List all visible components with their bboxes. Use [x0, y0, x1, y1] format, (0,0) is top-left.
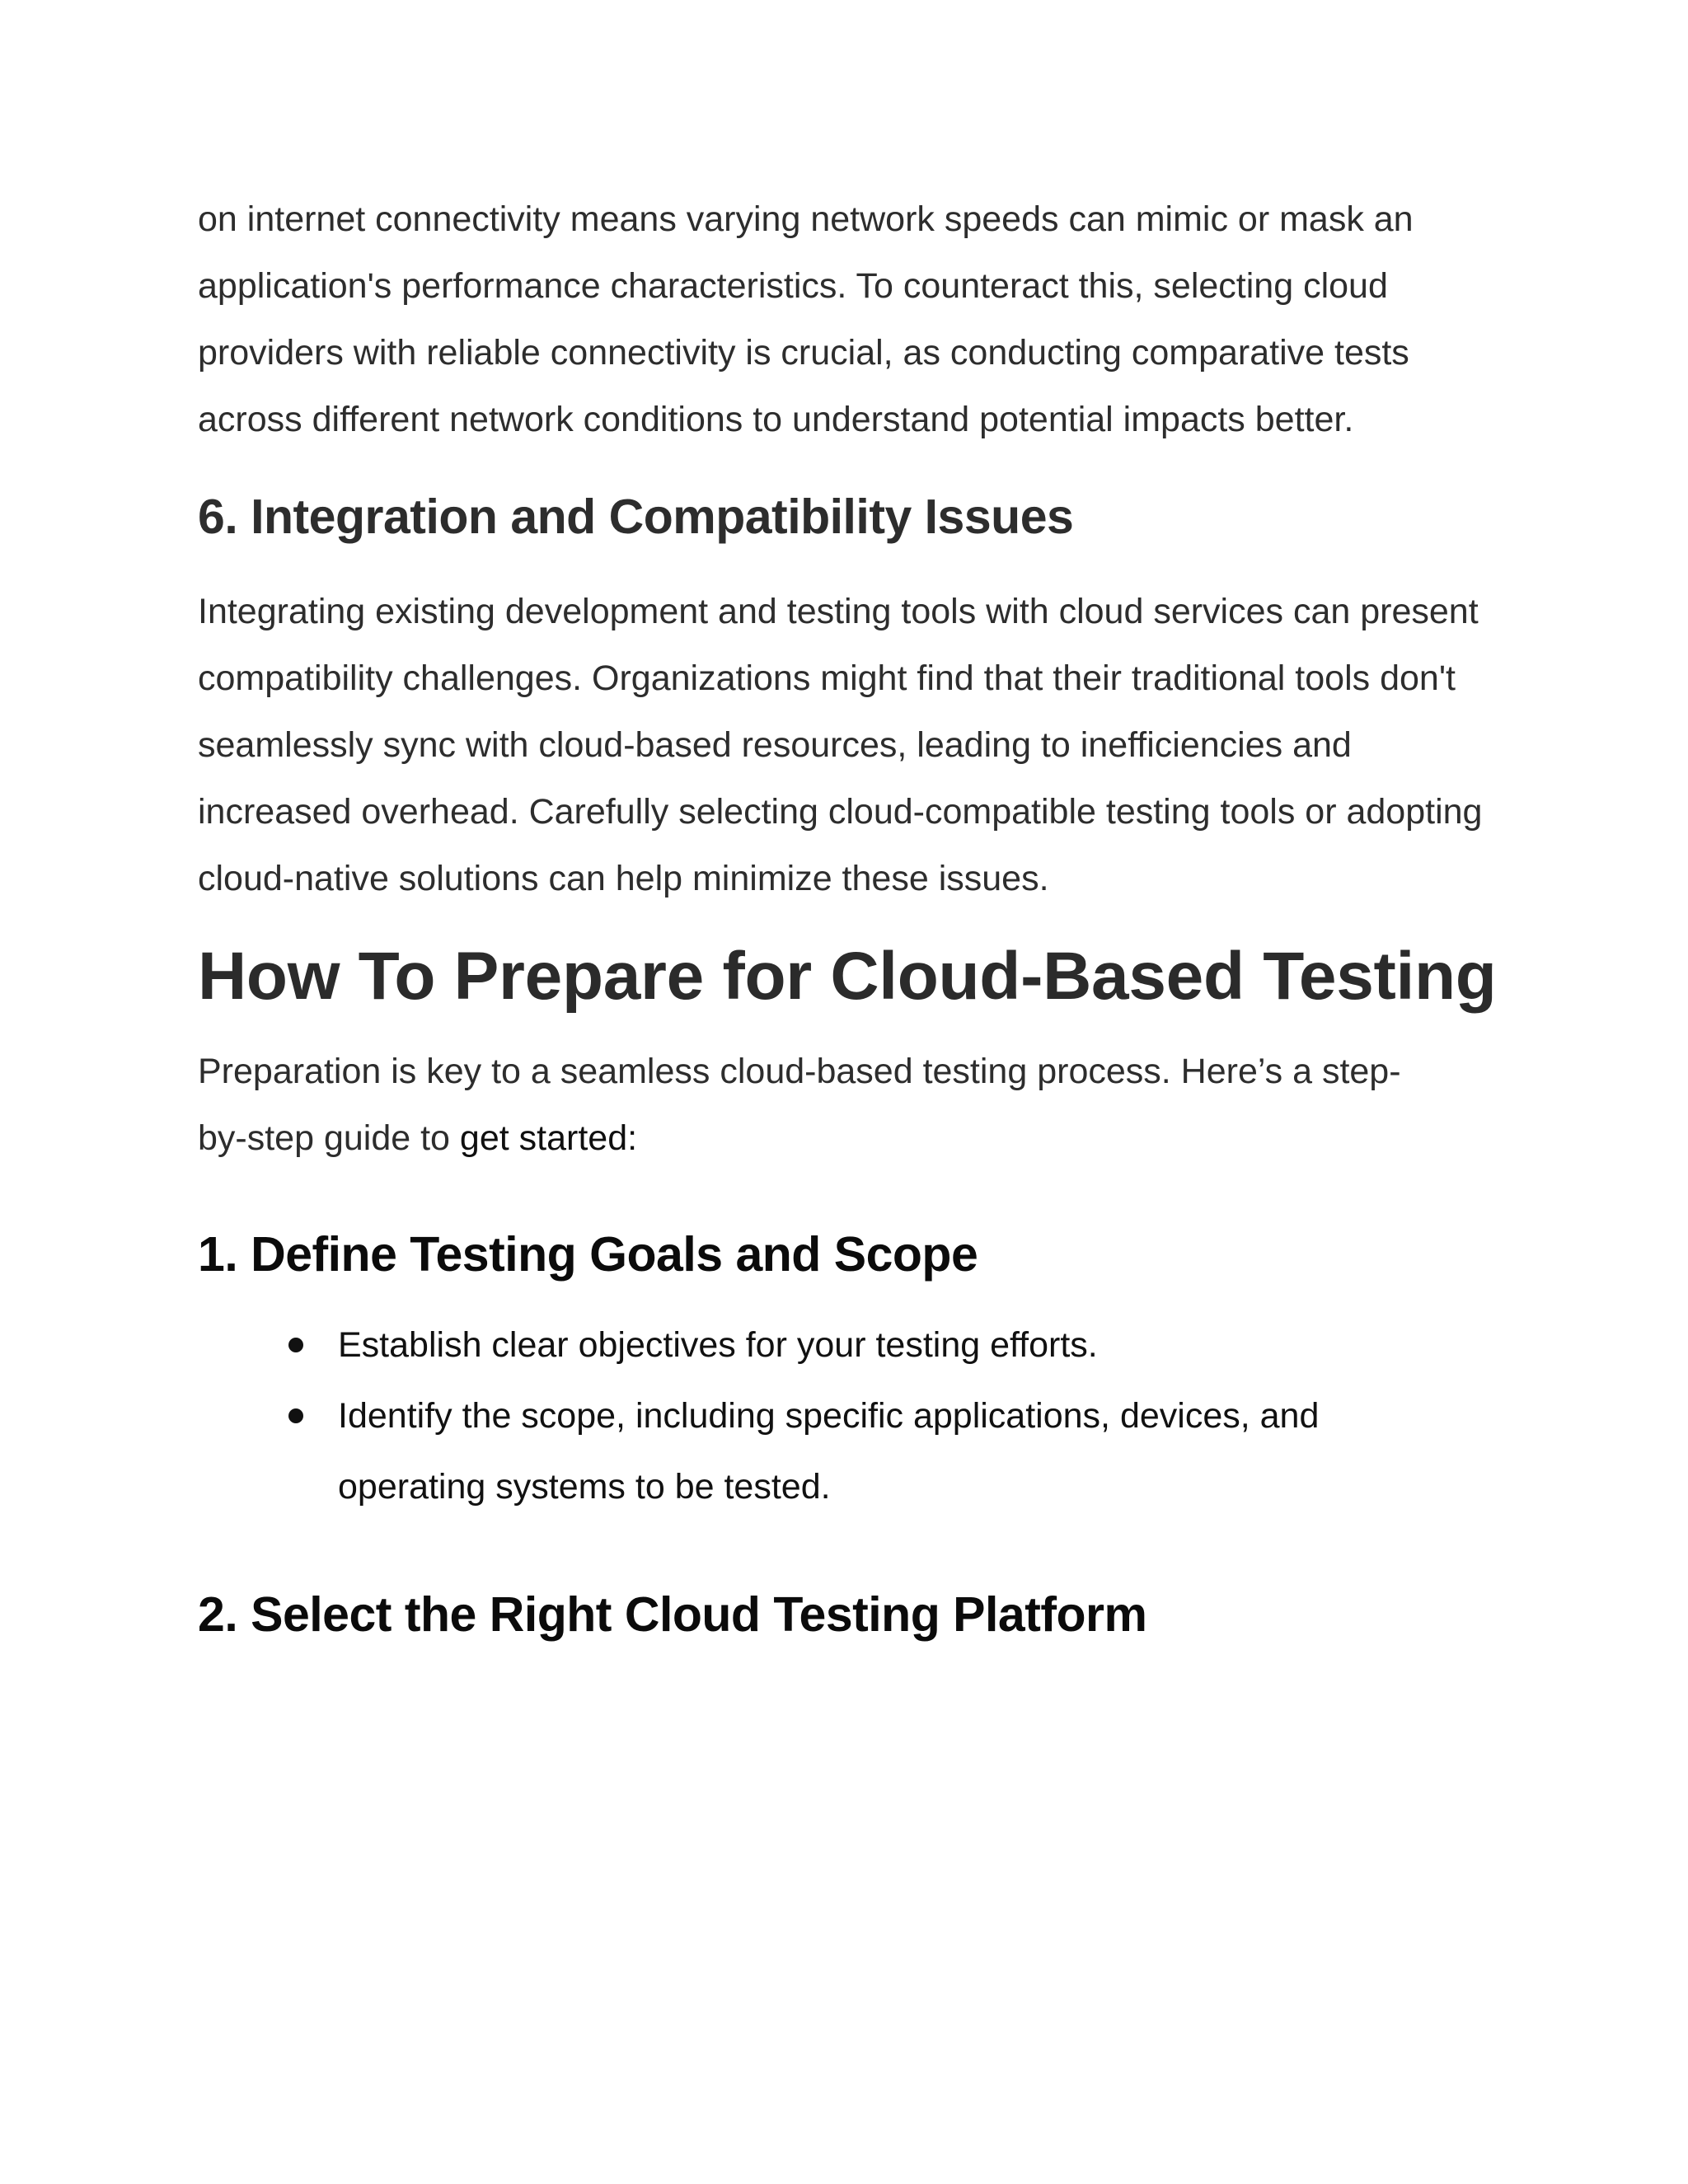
list-item-text: Identify the scope, including specific applications, devices, and operating systems to be tested.	[338, 1396, 1320, 1507]
section-6-heading: 6. Integration and Compatibility Issues	[198, 490, 1074, 544]
prepare-intro-text: Preparation is key to a seamless cloud-based testing process. Here’s a step-by-step guide to	[198, 1052, 1401, 1158]
step-1-bullet-list	[198, 1310, 1589, 1522]
intro-paragraph: on internet connectivity means varying network speeds can mimic or mask an application's performance characteristics. To counteract this, selecting cloud providers with reliable connectivity is crucial, as conducting comparative tests across different network conditions to understand potential impacts better.	[198, 199, 1414, 439]
list-item	[287, 1380, 1368, 1522]
step-1-heading: 1. Define Testing Goals and Scope	[198, 1227, 978, 1282]
bullet-icon	[288, 1408, 303, 1423]
prepare-heading: How To Prepare for Cloud-Based Testing	[198, 939, 1497, 1014]
list-item	[287, 1310, 1589, 1380]
document-page	[198, 186, 1500, 1646]
bullet-icon	[288, 1338, 303, 1352]
step-2-heading: 2. Select the Right Cloud Testing Platform	[198, 1587, 1147, 1642]
list-item-text: Establish clear objectives for your testing efforts.	[338, 1325, 1098, 1365]
section-6-paragraph: Integrating existing development and testing tools with cloud services can present compatibility challenges. Organizations might find that their traditional tools don't seamlessly sync with cloud-based resources, leading to inefficiencies and increased overhead. Carefully selecting cloud-compatible testing tools or adopting cloud-native solutions can help minimize these issues.	[198, 592, 1483, 898]
prepare-intro-text-end: get started:	[449, 1118, 638, 1158]
prepare-intro-paragraph	[198, 1038, 1409, 1172]
